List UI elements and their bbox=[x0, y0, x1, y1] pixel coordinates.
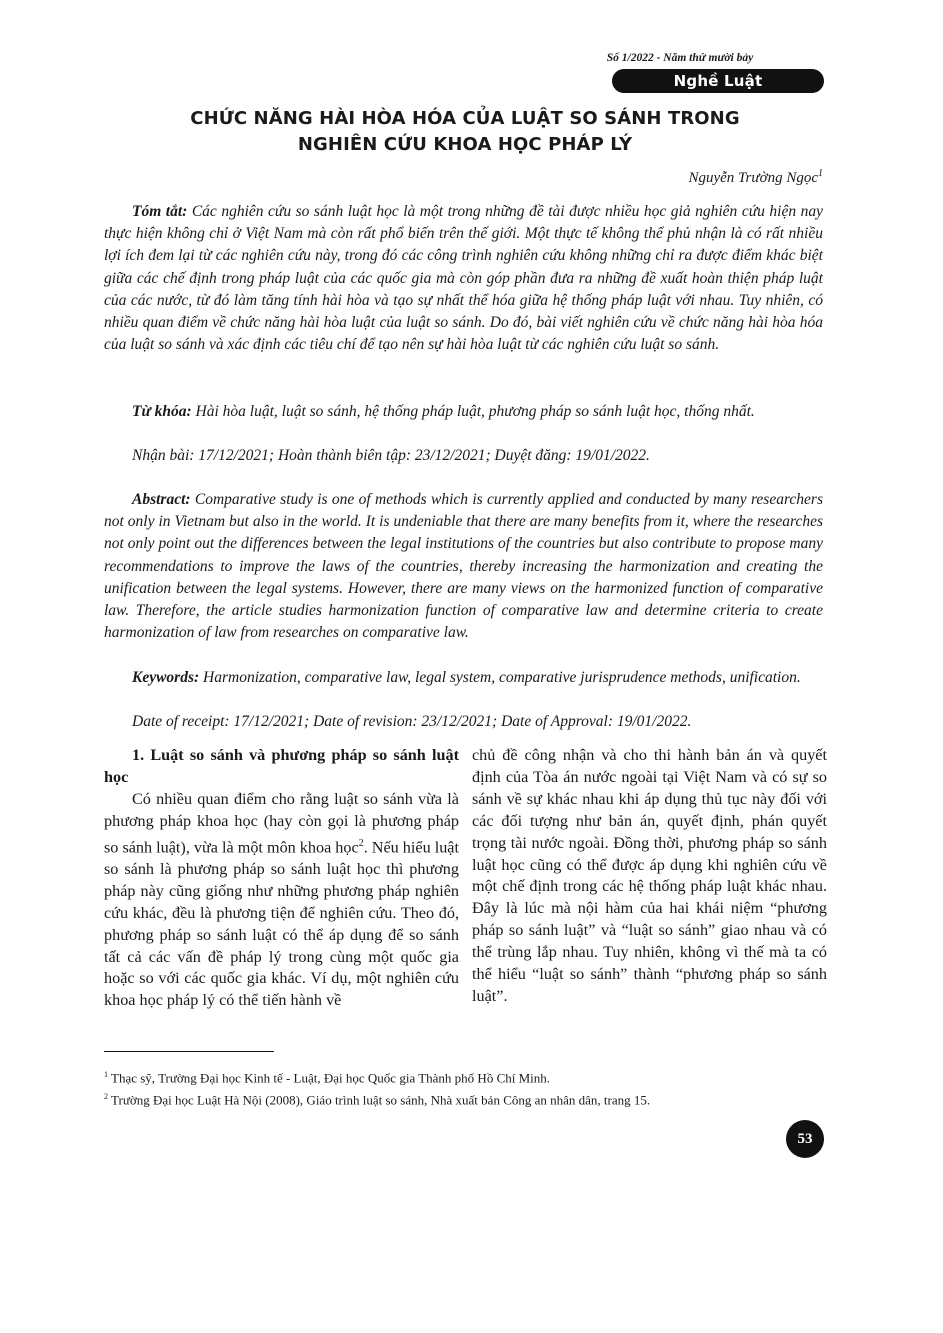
author-text: Nguyễn Trường Ngọc bbox=[688, 170, 818, 186]
dates-en-text: Date of receipt: 17/12/2021; Date of revision: 23/12/2021; Date of Approval: 19/01/2022. bbox=[132, 713, 692, 730]
keywords-vi-text: Hài hòa luật, luật so sánh, hệ thống pháp luật, phương pháp so sánh luật học, thống nhất. bbox=[191, 403, 755, 420]
section-heading bbox=[104, 745, 459, 789]
footnote-2-num: 2 bbox=[104, 1092, 108, 1101]
footnote-1-text: Thạc sỹ, Trường Đại học Kinh tế - Luật, Đại học Quốc gia Thành phố Hồ Chí Minh. bbox=[108, 1070, 551, 1086]
abstract-en-text: Comparative study is one of methods which is currently applied and conducted by many researchers not only in Vietnam but also in the world. It is undeniable that there are many benefits from it, where the researches not only point out the differences between the legal institutions of the countries but also contribute to propose many recommendations to improve the laws of the countries, thereby increasing the harmonization and creating the unification between the legal systems. However, there are many views on the harmonized function of comparative law. Therefore, the article studies harmonization function of comparative law and determine criteria to create harmonization of law from researches on comparative law. bbox=[104, 491, 823, 642]
body-paragraph-1-a: Có nhiều quan điểm cho rằng luật so sánh vừa là phương pháp khoa học (hay còn gọi là phương pháp so sánh luật), vừa là một môn khoa học bbox=[104, 789, 459, 857]
keywords-vi-label: Từ khóa: bbox=[132, 403, 192, 420]
summary-vi bbox=[104, 201, 823, 356]
article-title-line-2: NGHIÊN CỨU KHOA HỌC PHÁP LÝ bbox=[297, 134, 633, 155]
footnote-1-num: 1 bbox=[104, 1070, 108, 1079]
keywords-en-label: Keywords: bbox=[132, 669, 200, 686]
article-title-line-1: CHỨC NĂNG HÀI HÒA HÓA CỦA LUẬT SO SÁNH TRONG bbox=[190, 108, 740, 129]
footnote-2 bbox=[104, 1089, 650, 1108]
dates-vi-text: Nhận bài: 17/12/2021; Hoàn thành biên tập: 23/12/2021; Duyệt đăng: 19/01/2022. bbox=[132, 447, 650, 464]
body-paragraph-1 bbox=[104, 789, 459, 1012]
issue-info: Số 1/2022 - Năm thứ mười bảy bbox=[606, 52, 754, 64]
author-name bbox=[688, 168, 823, 187]
journal-brand: Nghề Luật bbox=[612, 69, 824, 93]
body-column-right bbox=[472, 745, 827, 1008]
summary-vi-label: Tóm tắt: bbox=[132, 203, 188, 220]
footnote-2-text: Trường Đại học Luật Hà Nội (2008), Giáo trình luật so sánh, Nhà xuất bản Công an nhân dân, trang 15. bbox=[108, 1092, 651, 1108]
footnote-1 bbox=[104, 1067, 550, 1086]
summary-vi-text: Các nghiên cứu so sánh luật học là một trong những đề tài được nhiều học giả nghiên cứu hiện nay thực hiện không chỉ ở Việt Nam mà còn rất phổ biến trên thế giới. Một thực tế không thể phủ nhận là có rất nhiều lợi ích đem lại từ các nghiên cứu này, trong đó các công trình nghiên cứu không những chỉ ra được điểm khác biệt giữa các chế định trong pháp luật của các quốc gia mà còn góp phần đưa ra những đề xuất hoàn thiện pháp luật của các nước, từ đó làm tăng tính hài hòa và tạo sự nhất thể hóa giữa hệ thống pháp luật với nhau. Tuy nhiên, có nhiều quan điểm về chức năng hài hòa luật của luật so sánh. Do đó, bài viết nghiên cứu về chức năng hài hòa hóa của luật so sánh và xác định các tiêu chí để tạo nên sự hài hòa luật từ các nghiên cứu luật so sánh. bbox=[104, 203, 823, 354]
keywords-en bbox=[104, 667, 823, 689]
dates-vi bbox=[104, 445, 823, 467]
keywords-en-text: Harmonization, comparative law, legal system, comparative jurisprudence methods, unification. bbox=[199, 669, 801, 686]
abstract-en-label: Abstract: bbox=[132, 491, 191, 508]
author-footnote-ref: 1 bbox=[818, 168, 823, 179]
body-column-left bbox=[104, 745, 459, 1012]
page-number-badge: 53 bbox=[786, 1120, 824, 1158]
abstract-en bbox=[104, 489, 823, 644]
footnote-ref-2: 2 bbox=[358, 837, 364, 849]
section-heading-text: 1. Luật so sánh và phương pháp so sánh luật học bbox=[104, 746, 459, 786]
body-paragraph-2: chủ đề công nhận và cho thi hành bản án và quyết định của Tòa án nước ngoài tại Việt Nam và có sự so sánh về sự khác nhau khi áp dụng thủ tục này đối với các đối tượng như bản án, quyết định, phán quyết trọng tài nước ngoài. Đồng thời, phương pháp so sánh luật học cũng có thể được áp dụng khi nghiên cứu về một chế định trong các hệ thống pháp luật khác nhau. Đây là lúc mà nội hàm của hai khái niệm “phương pháp so sánh luật” và “luật so sánh” giao nhau và có thể trùng lắp nhau. Tuy nhiên, không vì thế mà ta có thể hiểu “luật so sánh” thành “phương pháp so sánh luật”. bbox=[472, 746, 827, 1005]
dates-en bbox=[104, 711, 823, 733]
body-paragraph-1-b: . Nếu hiểu luật so sánh là phương pháp so sánh luật học thì phương pháp này cũng giống như những phương pháp nghiên cứu khác, đều là phương tiện để nghiên cứu. Theo đó, phương pháp so sánh luật có thể áp dụng để so sánh tất cả các vấn đề pháp lý trong cùng một quốc gia hoặc so với các quốc gia khác. Ví dụ, một nghiên cứu khoa học pháp lý có thể tiến hành về bbox=[104, 838, 459, 1010]
footnote-separator bbox=[104, 1051, 274, 1052]
keywords-vi bbox=[104, 401, 823, 423]
